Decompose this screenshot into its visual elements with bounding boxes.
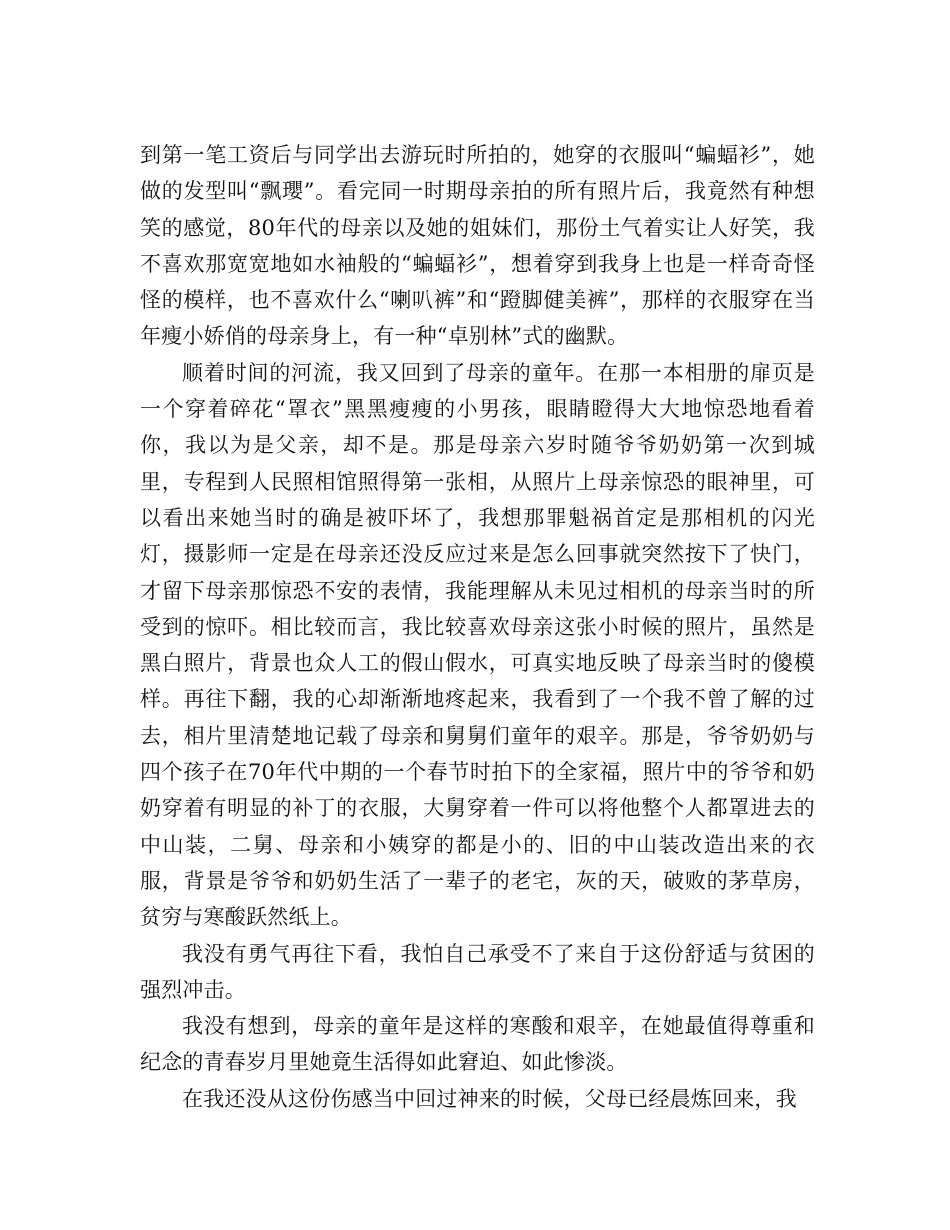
paragraph: 在我还没从这份伤感当中回过神来的时候，父母已经晨炼回来，我 bbox=[182, 1086, 797, 1111]
paragraph: 到第一笔工资后与同学出去游玩时所拍的，她穿的衣服叫“蝙蝠衫”，她做的发型叫“飘瓔”。看完同一时期母亲拍的所有照片后，我竟然有种想笑的感觉，80年代的母亲以及她的姐妹们，那份土气着实让人好笑，我不喜欢那宽宽地如水袖般的“蝙蝠衫”，想着穿到我身上也是一样奇奇怪怪的模样，也不喜欢什么“喇叭裤”和“蹬脚健美裤”，那样的衣服穿在当年瘦小娇俏的母亲身上，有一种“卓别林”式的幽默。 bbox=[140, 143, 815, 349]
paragraph: 顺着时间的河流，我又回到了母亲的童年。在那一本相册的扉页是一个穿着碎花“罩衣”黑黑瘦瘦的小男孩，眼睛瞪得大大地惊恐地看着你，我以为是父亲，却不是。那是母亲六岁时随爷爷奶奶第一次到城里，专程到人民照相馆照得第一张相，从照片上母亲惊恐的眼神里，可以看出来她当时的确是被吓坏了，我想那罪魁祸首定是那相机的闪光灯，摄影师一定是在母亲还没反应过来是怎么回事就突然按下了快门，才留下母亲那惊恐不安的表情，我能理解从未见过相机的母亲当时的所受到的惊吓。相比较而言，我比较喜欢母亲这张小时候的照片，虽然是黑白照片，背景也众人工的假山假水，可真实地反映了母亲当时的傻模样。再往下翻，我的心却渐渐地疼起来，我看到了一个我不曾了解的过去，相片里清楚地记载了母亲和舅舅们童年的艰辛。那是，爷爷奶奶与四个孩子在70年代中期的一个春节时拍下的全家福，照片中的爷爷和奶奶穿着有明显的补丁的衣服，大舅穿着一件可以将他整个人都罩进去的中山装，二舅、母亲和小姨穿的都是小的、旧的中山装改造出来的衣服，背景是爷爷和奶奶生活了一辈子的老宅，灰的天，破败的茅草房，贫穷与寒酸跃然纸上。 bbox=[140, 360, 815, 930]
paragraph: 我没有想到，母亲的童年是这样的寒酸和艰辛，在她最值得尊重和纪念的青春岁月里她竟生活得如此窘迫、如此惨淡。 bbox=[140, 1014, 815, 1075]
paragraph: 我没有勇气再往下看，我怕自己承受不了来自于这份舒适与贫困的强烈冲击。 bbox=[140, 941, 815, 1002]
document-page bbox=[140, 137, 815, 1117]
